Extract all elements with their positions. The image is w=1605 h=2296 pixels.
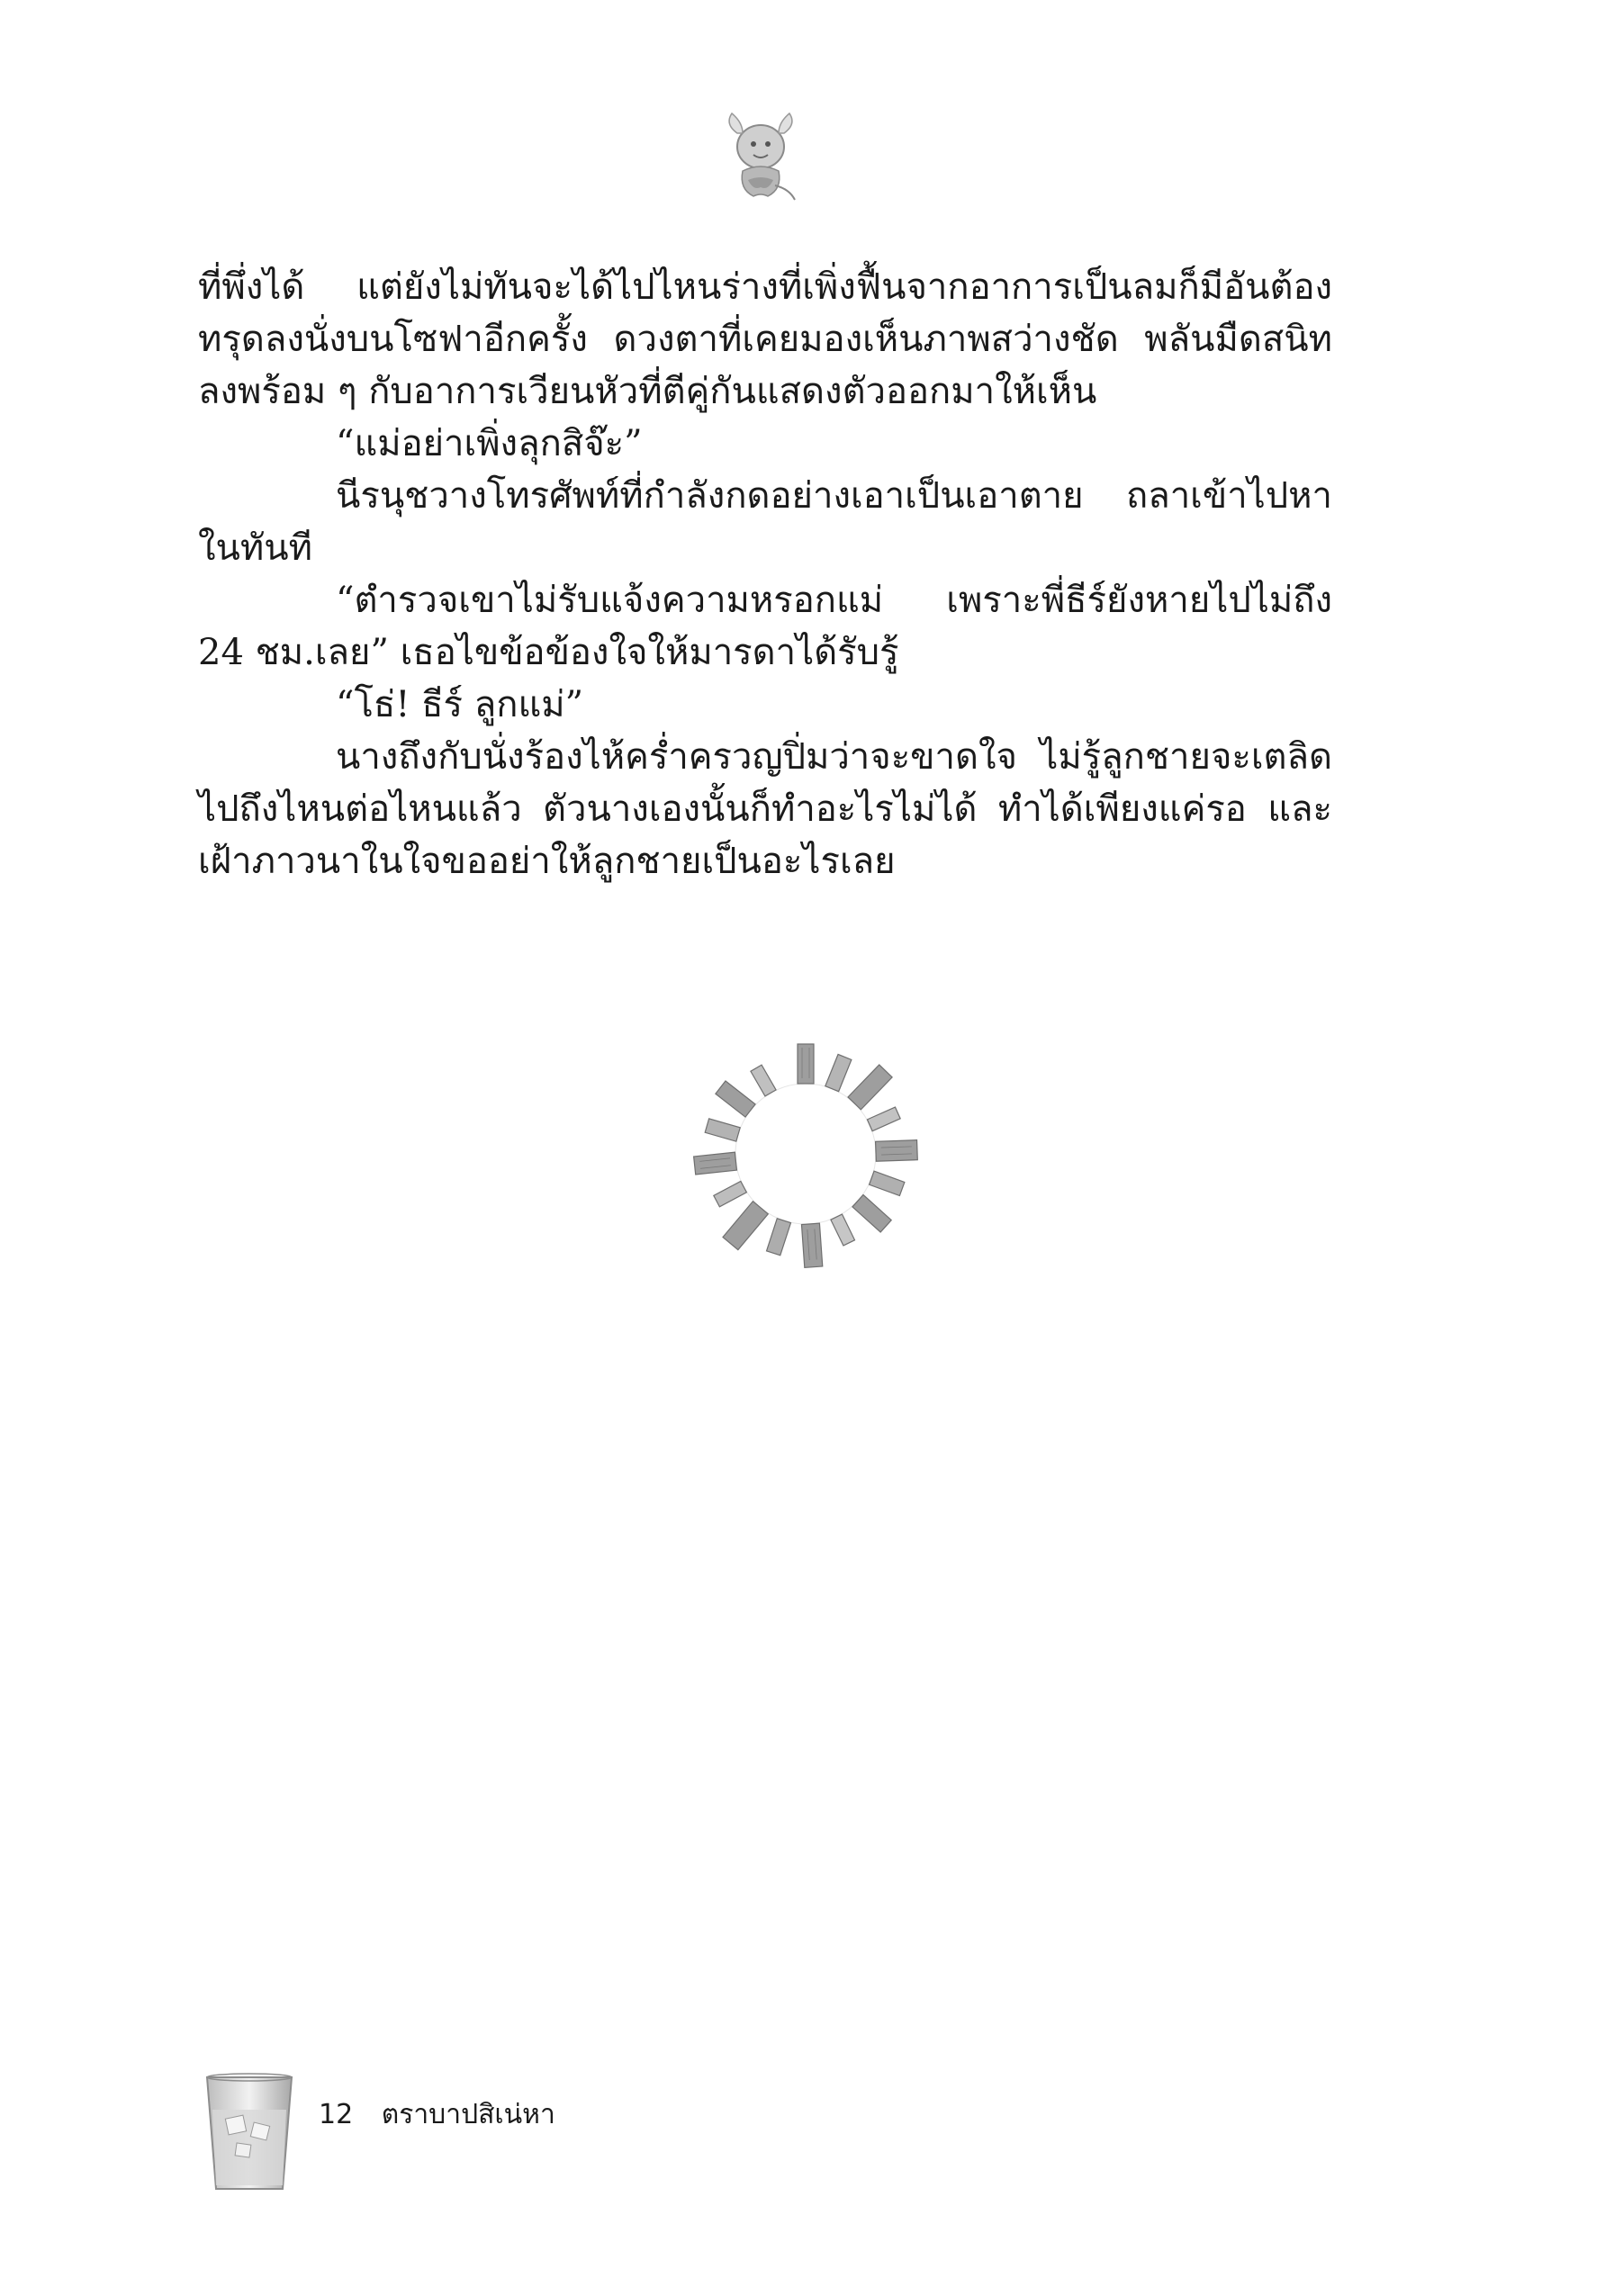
- page-footer: [200, 2070, 740, 2196]
- paragraph: “ตำรวจเขาไม่รับแจ้งความหรอกแม่ เพราะพี่ธีร์ยังหายไปไม่ถึง 24 ชม.เลย” เธอไขข้อข้องใจให้มารดาได้รับรู้: [198, 580, 1332, 673]
- page-number: 12: [319, 2099, 354, 2130]
- paragraph: นางถึงกับนั่งร้องไห้คร่ำครวญปิ่มว่าจะขาดใจ ไม่รู้ลูกชายจะเตลิดไปถึงไหนต่อไหนแล้ว ตัวนางเองนั้นก็ทำอะไรไม่ได้ ทำได้เพียงแค่รอ และเฝ้าภาวนาในใจขออย่าให้ลูกชายเป็นอะไรเลย: [198, 736, 1332, 882]
- book-title: ตราบาปสิเน่หา: [381, 2099, 555, 2130]
- paragraph: “โธ่! ธีร์ ลูกแม่”: [336, 684, 584, 725]
- footer-text: [319, 2097, 555, 2133]
- city-skyline-circle-icon: [635, 1026, 977, 1283]
- body-text: [198, 261, 1332, 887]
- glass-of-water-icon: [200, 2070, 299, 2196]
- paragraph: “แม่อย่าเพิ่งลุกสิจ๊ะ”: [336, 423, 643, 464]
- paragraph: ที่พึ่งได้ แต่ยังไม่ทันจะได้ไปไหนร่างที่เพิ่งฟื้นจากอาการเป็นลมก็มีอันต้องทรุดลงนั่งบนโซฟาอีกครั้ง ดวงตาที่เคยมองเห็นภาพสว่างชัด พลันมืดสนิทลงพร้อม ๆ กับอาการเวียนหัวที่ตีคู่กันแสดงตัวออกมาให้เห็น: [198, 266, 1332, 412]
- cherub-icon: [716, 106, 806, 205]
- paragraph: นีรนุชวางโทรศัพท์ที่กำลังกดอย่างเอาเป็นเอาตาย ถลาเข้าไปหาในทันที: [198, 475, 1332, 569]
